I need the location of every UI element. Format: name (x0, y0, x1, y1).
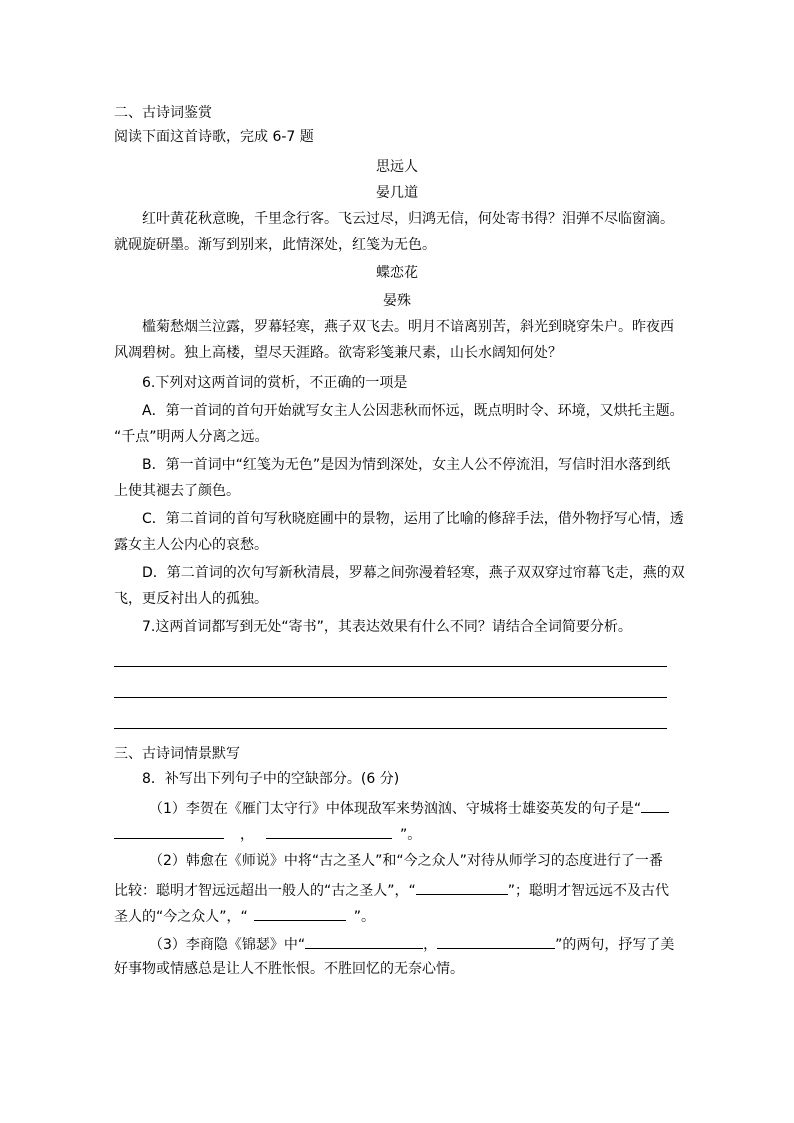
question-6-stem: 6.下列对这两首词的赏析，不正确的一项是 (142, 375, 408, 391)
section-2-intro: 阅读下面这首诗歌，完成 6-7 题 (114, 129, 314, 145)
section-3-heading: 三、古诗词情景默写 (114, 746, 240, 762)
section-2-heading: 二、古诗词鉴赏 (114, 105, 212, 121)
question-8-part-2-line-1: （2）韩愈在《师说》中将“古之圣人”和“今之众人”对待从师学习的态度进行了一番 (149, 853, 663, 869)
option-b-line-1: B．第一首词中“红笺为无色”是因为情到深处，女主人公不停流泪，写信时泪水落到纸 (142, 457, 671, 473)
blank-3a[interactable] (305, 934, 423, 949)
part-1-comma: ， (240, 827, 254, 843)
poem-2-title: 蝶恋花 (376, 265, 418, 281)
question-8-part-2-line-2 (114, 880, 669, 900)
poem-1-author: 晏几道 (376, 185, 418, 201)
blank-2a[interactable] (416, 880, 508, 895)
poem-2-line-2: 风凋碧树。独上高楼，望尽天涯路。欲寄彩笺兼尺素，山长水阔知何处？ (114, 345, 562, 361)
question-8-part-2-line-3 (114, 906, 375, 926)
question-8-stem: 8．补写出下列句子中的空缺部分。(6 分) (142, 771, 400, 787)
blank-1b[interactable] (266, 824, 392, 839)
part-3-text-a: （3）李商隐《锦瑟》中“ (149, 937, 306, 953)
blank-2b[interactable] (254, 906, 346, 921)
blank-1a-start[interactable] (641, 798, 669, 813)
question-8-part-1-cont (114, 824, 421, 844)
option-d-line-2: 飞，更反衬出人的孤独。 (114, 591, 268, 607)
option-c-line-2: 露女主人公内心的哀愁。 (114, 537, 268, 553)
part-2-text-d: ”。 (353, 909, 376, 925)
option-a-line-1: A．第一首词的首句开始就写女主人公因悲秋而怀远，既点明时令、环境，又烘托主题。 (142, 403, 684, 419)
poem-1-line-1: 红叶黄花秋意晚，千里念行客。飞云过尽，归鸿无信，何处寄书得？泪弹不尽临窗滴。 (142, 211, 674, 227)
option-d-line-1: D．第二首词的次句写新秋清晨，罗幕之间弥漫着轻寒，燕子双双穿过帘幕飞走，燕的双 (142, 565, 685, 581)
poem-1-title: 思远人 (376, 159, 418, 175)
poem-1-line-2: 就砚旋研墨。渐写到别来，此情深处，红笺为无色。 (114, 237, 436, 253)
poem-2-author: 晏殊 (383, 293, 411, 309)
poem-2-line-1: 槛菊愁烟兰泣露，罗幕轻寒，燕子双飞去。明月不谙离别苦，斜光到晓穿朱户。昨夜西 (142, 319, 674, 335)
part-3-text-b: ”的两句，抒写了美 (555, 937, 675, 953)
part-2-text-a: 比较：聪明才智远远超出一般人的“古之圣人”，“ (114, 883, 416, 899)
blank-3b[interactable] (437, 934, 555, 949)
option-c-line-1: C．第二首词的首句写秋晓庭圃中的景物，运用了比喻的修辞手法，借外物抒写心情，透 (142, 511, 684, 527)
part-1-end: ”。 (400, 827, 422, 843)
question-7-stem: 7.这两首词都写到无处“寄书”，其表达效果有什么不同？请结合全词简要分析。 (142, 619, 632, 635)
question-8-part-1 (149, 798, 669, 818)
answer-line-1[interactable] (114, 666, 667, 667)
question-8-part-3-line-1 (149, 934, 674, 954)
blank-1a[interactable] (114, 824, 224, 839)
option-a-line-2: “千点”明两人分离之远。 (114, 429, 269, 445)
answer-line-3[interactable] (114, 728, 667, 729)
part-3-comma: ， (423, 937, 438, 953)
option-b-line-2: 上使其褪去了颜色。 (114, 483, 240, 499)
part-1-text: （1）李贺在《雁门太守行》中体现敌军来势汹汹、守城将士雄姿英发的句子是“ (149, 801, 642, 817)
part-2-text-c: 圣人的“今之众人”，“ (114, 909, 248, 925)
answer-line-2[interactable] (114, 697, 667, 698)
part-2-text-b: ”；聪明才智远远不及古代 (507, 883, 670, 899)
question-8-part-3-line-2: 好事物或情感总是让人不胜怅恨。不胜回忆的无奈心情。 (114, 961, 464, 977)
